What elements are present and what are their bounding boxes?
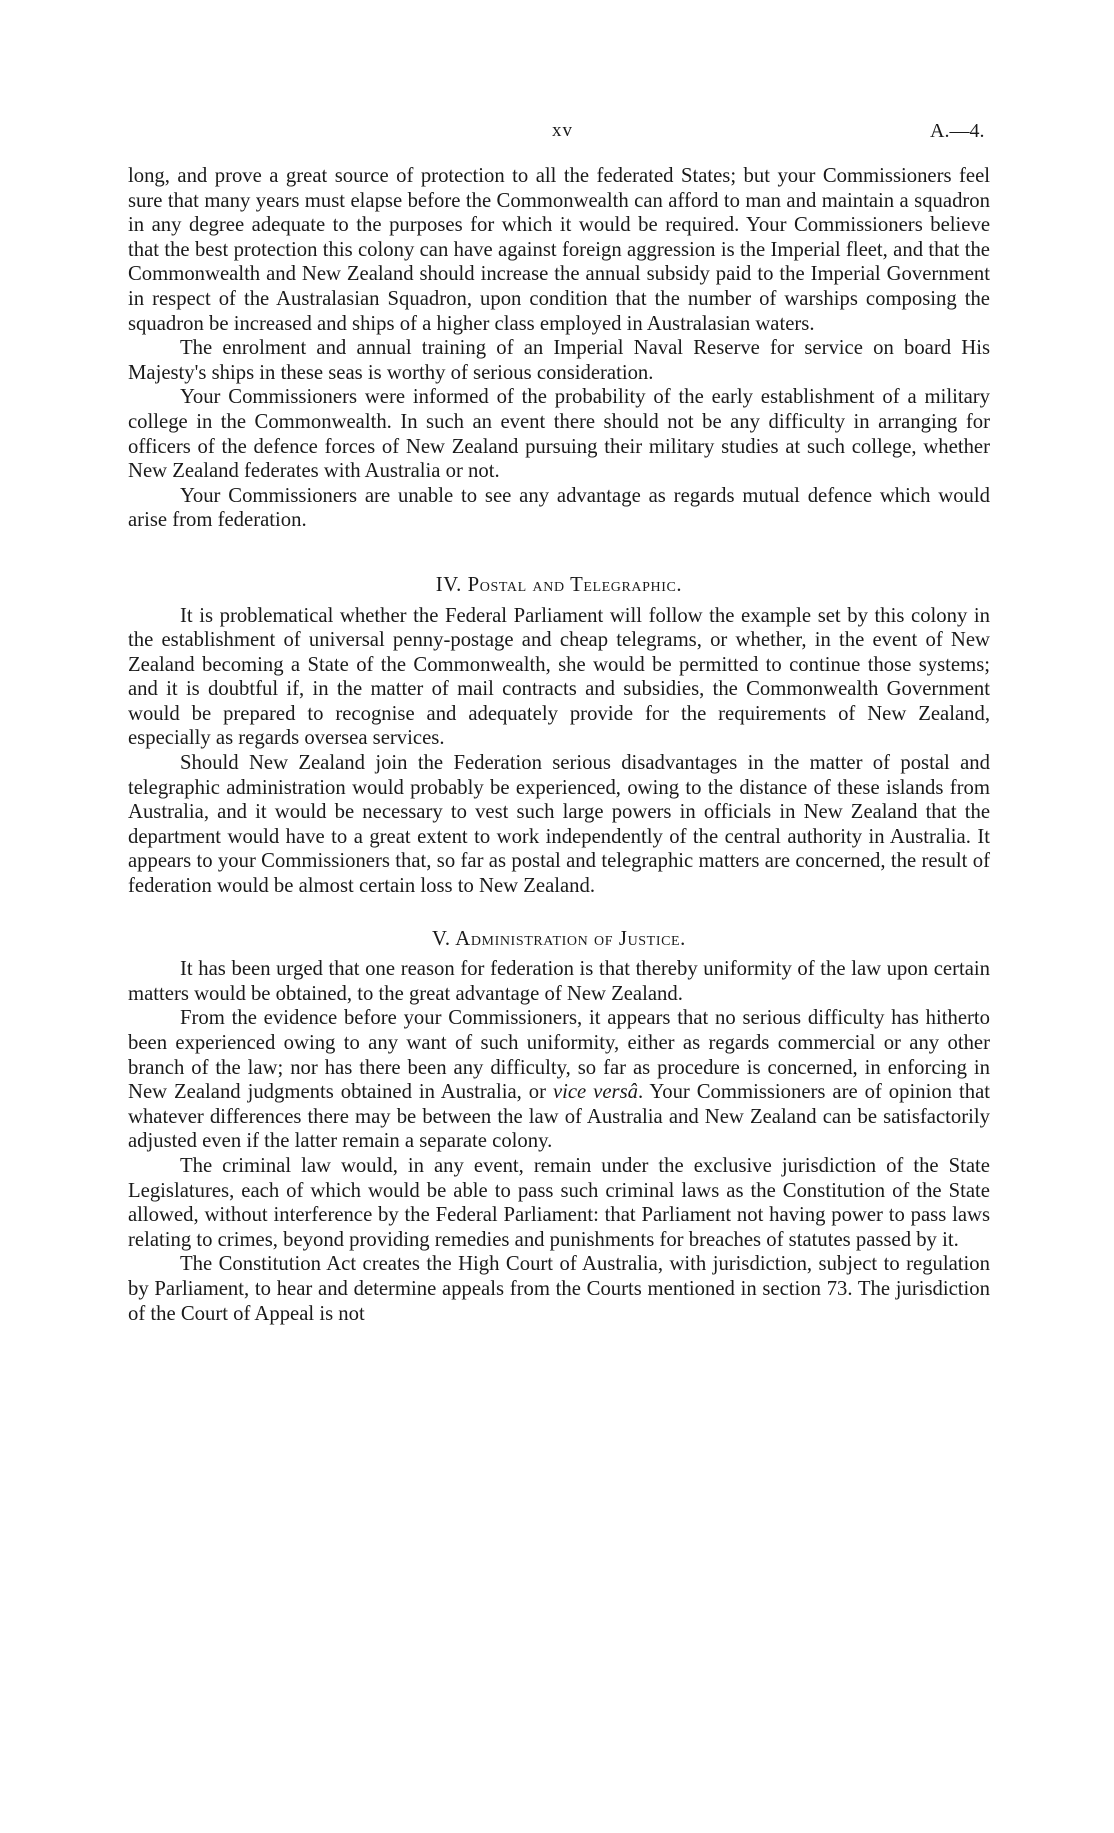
paragraph-military-college: Your Commissioners were informed of the probability of the early establishment of a military college in the Commonwealth. In such an event there should not be any difficulty in arranging for officers of the defence forces of New Zealand pursuing their military studies at such college, whether New Zealand federates with Australia or not. [128,386,990,483]
section-heading-justice: V. Administration of Justice. [432,927,686,950]
paragraph-mutual-defence: Your Commissioners are unable to see any advantage as regards mutual defence which would arise from federation. [128,484,990,532]
paragraph-justice-1: It has been urged that one reason for federation is that thereby uniformity of the law upon certain matters would be obtained, to the great advantage of New Zealand. [128,958,990,1005]
paragraph-justice-3: The criminal law would, in any event, remain under the exclusive jurisdiction of the State Legislatures, each of which would be able to pass such criminal laws as the Constitution of the State allowed, without interference by the Federal Parliament: that Parliament not having power to pass laws relating to crimes, beyond providing remedies and punishments for breaches of statutes passed by it. [128,1154,990,1251]
paragraph-justice-2-start: From the evidence before your Commissioners, it appears that no serious difficulty has hitherto been experienced owing to any want of such uniformity, either as regards commercial or any other branch of the law; nor has there been any difficulty, so far as procedure is concerned, in enforcing in New Zealand judgments obtained in Australia, or [128,1007,990,1104]
latin-phrase: vice versâ [552,1081,638,1104]
paragraph-naval-reserve: The enrolment and annual training of an Imperial Naval Reserve for service on board His Majesty's ships in these seas is worthy of serious consideration. [128,337,990,384]
paragraph-defence-continued: long, and prove a great source of protection to all the federated States; but your Commissioners feel sure that many years must elapse before the Commonwealth can afford to man and maintain a squadron in any degree adequate to the purposes for which it would be required. Your Commissioners believe that the best protection this colony can have against foreign aggression is the Imperial fleet, and that the Commonwealth and New Zealand should increase the annual subsidy paid to the Imperial Government in respect of the Australasian Squadron, upon condition that the number of warships composing the squadron be increased and ships of a higher class employed in Australasian waters. [128,165,990,335]
paragraph-justice-2 [128,1006,990,1154]
page-number: xv [552,120,573,141]
paragraph-postal-2: Should New Zealand join the Federation serious disadvantages in the matter of postal and telegraphic administration would probably be experienced, owing to the distance of these islands from Australia, and it would be necessary to vest such large powers in officials in New Zealand that the department would have to a great extent to work independently of the central authority in Australia. It appears to your Commissioners that, so far as postal and telegraphic matters are concerned, the result of federation would be almost certain loss to New Zealand. [128,752,990,898]
paragraph-justice-2-end: . Your Commissioners are of opinion that whatever differences there may be between the law of Australia and New Zealand can be satisfactorily adjusted even if the latter remain a separate colony. [128,1081,990,1153]
section-heading-postal: IV. Postal and Telegraphic. [435,573,683,596]
page-body [128,164,990,1326]
paragraph-postal-1: It is problematical whether the Federal Parliament will follow the example set by this colony in the establishment of universal penny-postage and cheap telegrams, or whether, in the event of New Zealand becoming a State of the Commonwealth, she would be permitted to continue those systems; and it is doubtful if, in the matter of mail contracts and subsidies, the Commonwealth Government would be prepared to recognise and adequately provide for the requirements of New Zealand, especially as regards oversea services. [128,604,990,750]
paragraph-justice-4: The Constitution Act creates the High Court of Australia, with jurisdiction, subject to regulation by Parliament, to hear and determine appeals from the Courts mentioned in section 73. The jurisdiction of the Court of Appeal is not [128,1253,990,1325]
document-reference: A.—4. [930,120,985,142]
